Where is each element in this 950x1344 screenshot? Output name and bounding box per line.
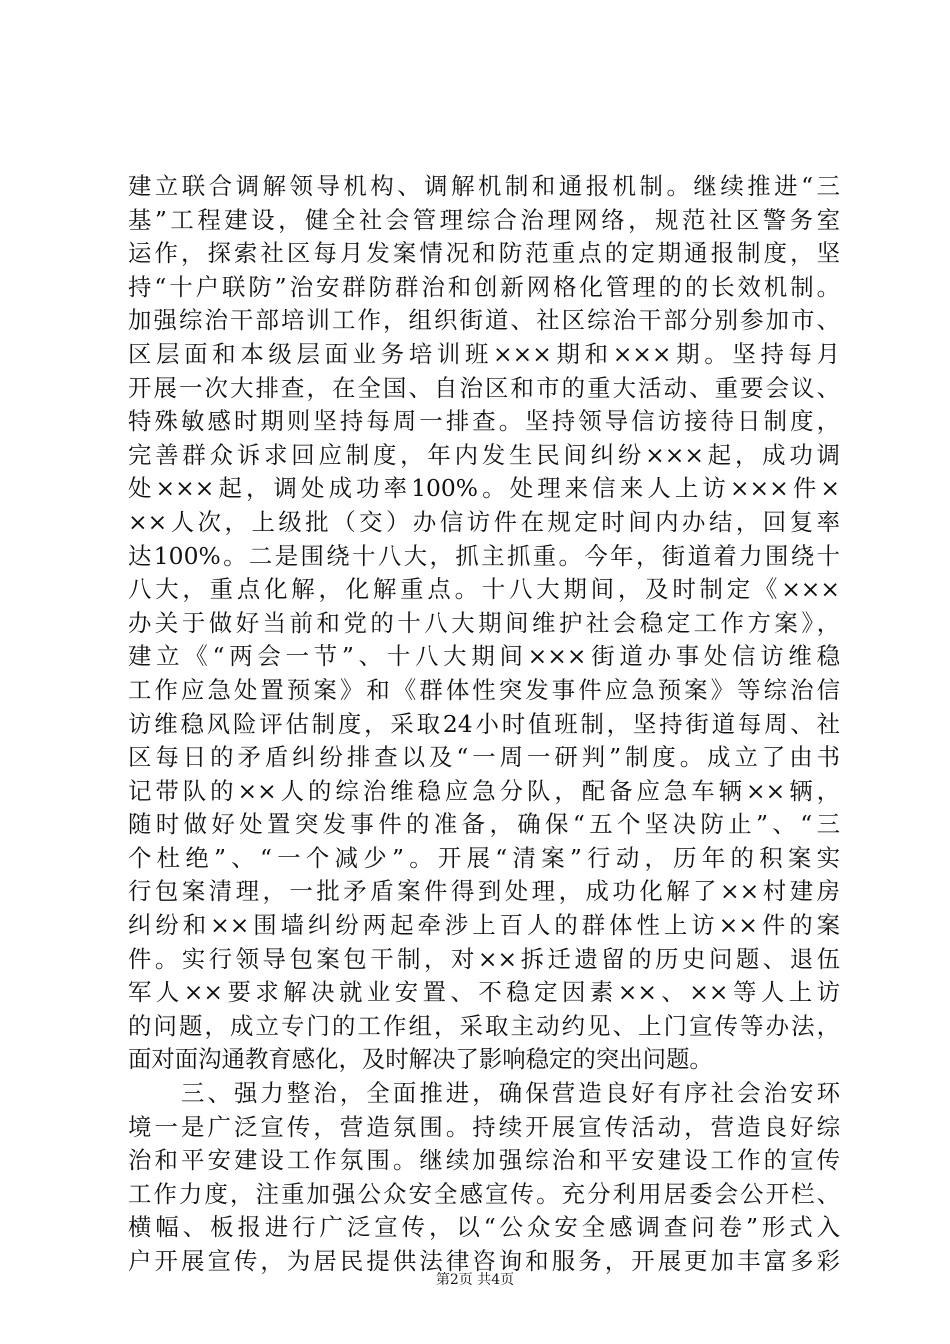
document-body (128, 170, 840, 1279)
text-line: 个杜绝”、“一个减少”。开展“清案”行动，历年的积案实 (128, 843, 840, 872)
text-line: 行包案清理，一批矛盾案件得到处理，成功化解了××村建房 (128, 877, 840, 906)
text-line: 治和平安建设工作氛围。继续加强综治和平安建设工作的宣传 (128, 1146, 840, 1175)
text-line: 横幅、板报进行广泛宣传，以“公众安全感调查问卷”形式入 (128, 1213, 840, 1242)
text-line: 运作，探索社区每月发案情况和防范重点的定期通报制度，坚 (128, 239, 840, 268)
page-number: 第2页 共4页 (435, 1272, 515, 1288)
paragraph-end-line: 面对面沟通教育感化，及时解决了影响稳定的突出问题。 (128, 1045, 713, 1074)
text-line: 建立联合调解领导机构、调解机制和通报机制。继续推进“三 (128, 172, 840, 200)
text-line: 基”工程建设，健全社会管理综合治理网络，规范社区警务室 (128, 205, 840, 234)
text-line: 工作力度，注重加强公众安全感宣传。充分利用居委会公开栏、 (128, 1179, 840, 1208)
text-line: 特殊敏感时期则坚持每周一排查。坚持领导信访接待日制度， (128, 407, 840, 436)
text-line: 达100%。二是围绕十八大，抓主抓重。今年，街道着力围绕十 (128, 541, 840, 570)
text-line: 建立《“两会一节”、十八大期间×××街道办事处信访维稳 (128, 642, 840, 671)
text-line: 记带队的××人的综治维稳应急分队，配备应急车辆××辆， (128, 776, 840, 805)
text-line: 的问题，成立专门的工作组，采取主动约见、上门宣传等办法， (128, 1011, 840, 1040)
text-line: 完善群众诉求回应制度，年内发生民间纠纷×××起，成功调 (128, 440, 840, 469)
text-line: 办关于做好当前和党的十八大期间维护社会稳定工作方案》， (128, 608, 840, 637)
text-line: 随时做好处置突发事件的准备，确保“五个坚决防止”、“三 (128, 810, 840, 839)
page-footer (0, 1270, 950, 1290)
text-line: 开展一次大排查，在全国、自治区和市的重大活动、重要会议、 (128, 373, 840, 402)
text-line: 持“十户联防”治安群防群治和创新网格化管理的的长效机制。 (128, 272, 840, 301)
text-line: 工作应急处置预案》和《群体性突发事件应急预案》等综治信 (128, 675, 840, 704)
text-line: 军人××要求解决就业安置、不稳定因素××、××等人上访 (128, 978, 840, 1007)
text-line: 件。实行领导包案包干制，对××拆迁遗留的历史问题、退伍 (128, 944, 840, 973)
text-line: 处×××起，调处成功率100%。处理来信来人上访×××件× (128, 474, 840, 503)
text-line: 访维稳风险评估制度，采取24小时值班制，坚持街道每周、社 (128, 709, 840, 738)
text-line: 纠纷和××围墙纠纷两起牵涉上百人的群体性上访××件的案 (128, 911, 840, 940)
text-line: 境一是广泛宣传，营造氛围。持续开展宣传活动，营造良好综 (128, 1112, 840, 1141)
text-line: 户开展宣传，为居民提供法律咨询和服务，开展更加丰富多彩 (128, 1247, 840, 1275)
text-line: ××人次，上级批（交）办信访件在规定时间内办结，回复率 (128, 507, 840, 536)
text-line: 八大，重点化解，化解重点。十八大期间，及时制定《××× (128, 575, 840, 604)
text-line: 区层面和本级层面业务培训班×××期和×××期。坚持每月 (128, 339, 840, 368)
text-line: 加强综治干部培训工作，组织街道、社区综治干部分别参加市、 (128, 306, 840, 335)
section-heading-line: 三、强力整治，全面推进，确保营造良好有序社会治安环 (128, 1079, 840, 1108)
text-line: 区每日的矛盾纠纷排查以及“一周一研判”制度。成立了由书 (128, 743, 840, 772)
